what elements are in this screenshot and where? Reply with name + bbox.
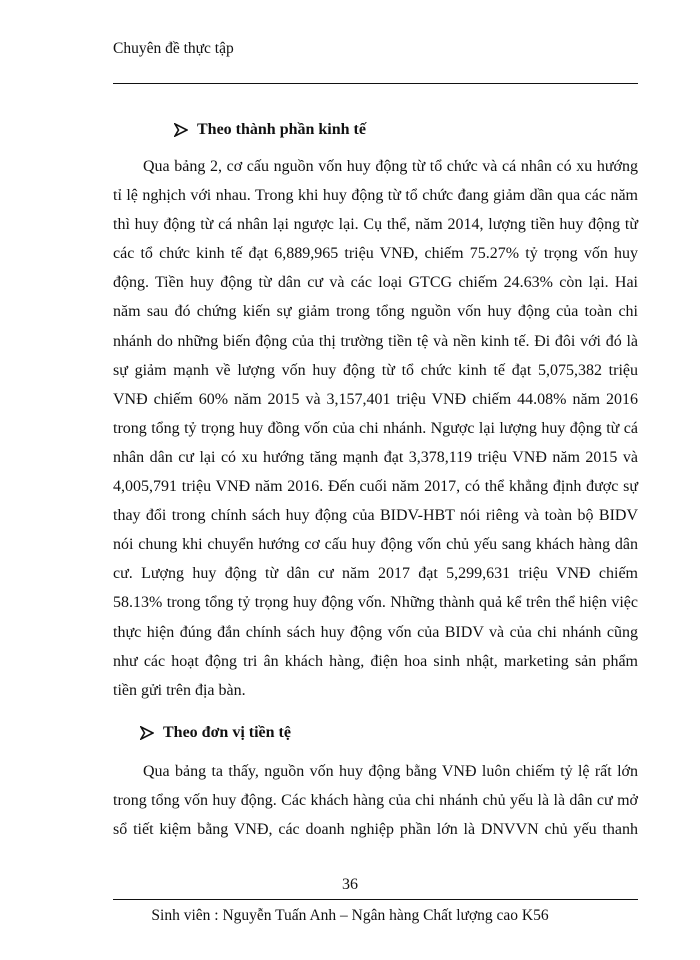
paragraph-line: 4,005,791 triệu VNĐ năm 2016. Đến cuối năm 2017, có thể khẳng định được sự (113, 478, 638, 496)
page-footer: Sinh viên : Nguyễn Tuấn Anh – Ngân hàng Chất lượng cao K56 (151, 907, 549, 924)
paragraph-line: tỉ lệ nghịch với nhau. Trong khi huy động từ tổ chức đang giảm dần qua các năm (113, 187, 638, 205)
footer-rule (113, 899, 638, 900)
paragraph-line: trong tổng tỷ trọng huy đồng vốn của chi nhánh. Ngược lại lượng huy động từ cá (113, 419, 638, 437)
header-rule (113, 83, 638, 84)
paragraph-line: động. Tiền huy động từ dân cư và các loại GTCG chiếm 24.63% còn lại. Hai (113, 274, 638, 292)
arrow-bullet-icon (174, 123, 188, 137)
page-number: 36 (342, 876, 358, 893)
paragraph-line: sự giảm mạnh về lượng vốn huy động từ tổ chức kinh tế đạt 5,075,382 triệu (113, 361, 638, 379)
paragraph-line: năm sau đó chứng kiến sự giảm trong tổng nguồn vốn huy động của toàn chi (113, 303, 638, 321)
section-heading-currency (140, 724, 291, 742)
section-heading-text: Theo đơn vị tiền tệ (163, 724, 291, 741)
paragraph-line: sổ tiết kiệm bằng VNĐ, các doanh nghiệp phần lớn là DNVVN chủ yếu thanh (113, 821, 638, 839)
paragraph-line: 58.13% trong tổng tỷ trọng huy động vốn. Những thành quả kể trên thể hiện việc (113, 594, 638, 612)
section-heading-text: Theo thành phần kinh tế (197, 121, 366, 138)
paragraph-line: tiền gửi trên địa bàn. (113, 681, 246, 699)
paragraph-currency (113, 757, 638, 844)
paragraph-line: thì huy động từ cá nhân lại ngược lại. Cụ thể, năm 2014, lượng tiền huy động từ (113, 216, 638, 234)
arrow-bullet-icon (140, 726, 154, 740)
paragraph-line: như các hoạt động tri ân khách hàng, điện hoa sinh nhật, marketing sản phẩm (113, 652, 638, 670)
paragraph-line: Qua bảng 2, cơ cấu nguồn vốn huy động từ tổ chức và cá nhân có xu hướng (143, 158, 638, 175)
paragraph-line: nói chung khi chuyển hướng cơ cấu huy động vốn chủ yếu sang khách hàng dân (113, 536, 638, 554)
paragraph-line: thực hiện đúng đắn chính sách huy động vốn của BIDV và của chi nhánh cũng (113, 623, 638, 641)
section-heading-economic (174, 121, 366, 139)
paragraph-line: VNĐ chiếm 60% năm 2015 và 3,157,401 triệu VNĐ chiếm 44.08% năm 2016 (113, 390, 638, 408)
page-header: Chuyên đề thực tập (113, 40, 234, 57)
paragraph-economic (113, 152, 638, 705)
paragraph-line: nhân dân cư lại có xu hướng tăng mạnh đạt 3,378,119 triệu VNĐ năm 2015 và (113, 448, 638, 466)
paragraph-line: cư. Lượng huy động từ dân cư năm 2017 đạt 5,299,631 triệu VNĐ chiếm (113, 565, 638, 583)
paragraph-line: Qua bảng ta thấy, nguồn vốn huy động bằng VNĐ luôn chiếm tỷ lệ rất lớn (143, 763, 638, 780)
paragraph-line: thay đổi trong chính sách huy động của BIDV-HBT nói riêng và toàn bộ BIDV (113, 507, 638, 525)
paragraph-line: nhánh do những biến động của thị trường tiền tệ và nền kinh tế. Đi đôi với đó là (113, 332, 638, 350)
paragraph-line: trong tổng vốn huy động. Các khách hàng của chi nhánh chủ yếu là là dân cư mở (113, 792, 638, 810)
paragraph-line: các tổ chức kinh tế đạt 6,889,965 triệu VNĐ, chiếm 75.27% tỷ trọng vốn huy (113, 245, 638, 263)
